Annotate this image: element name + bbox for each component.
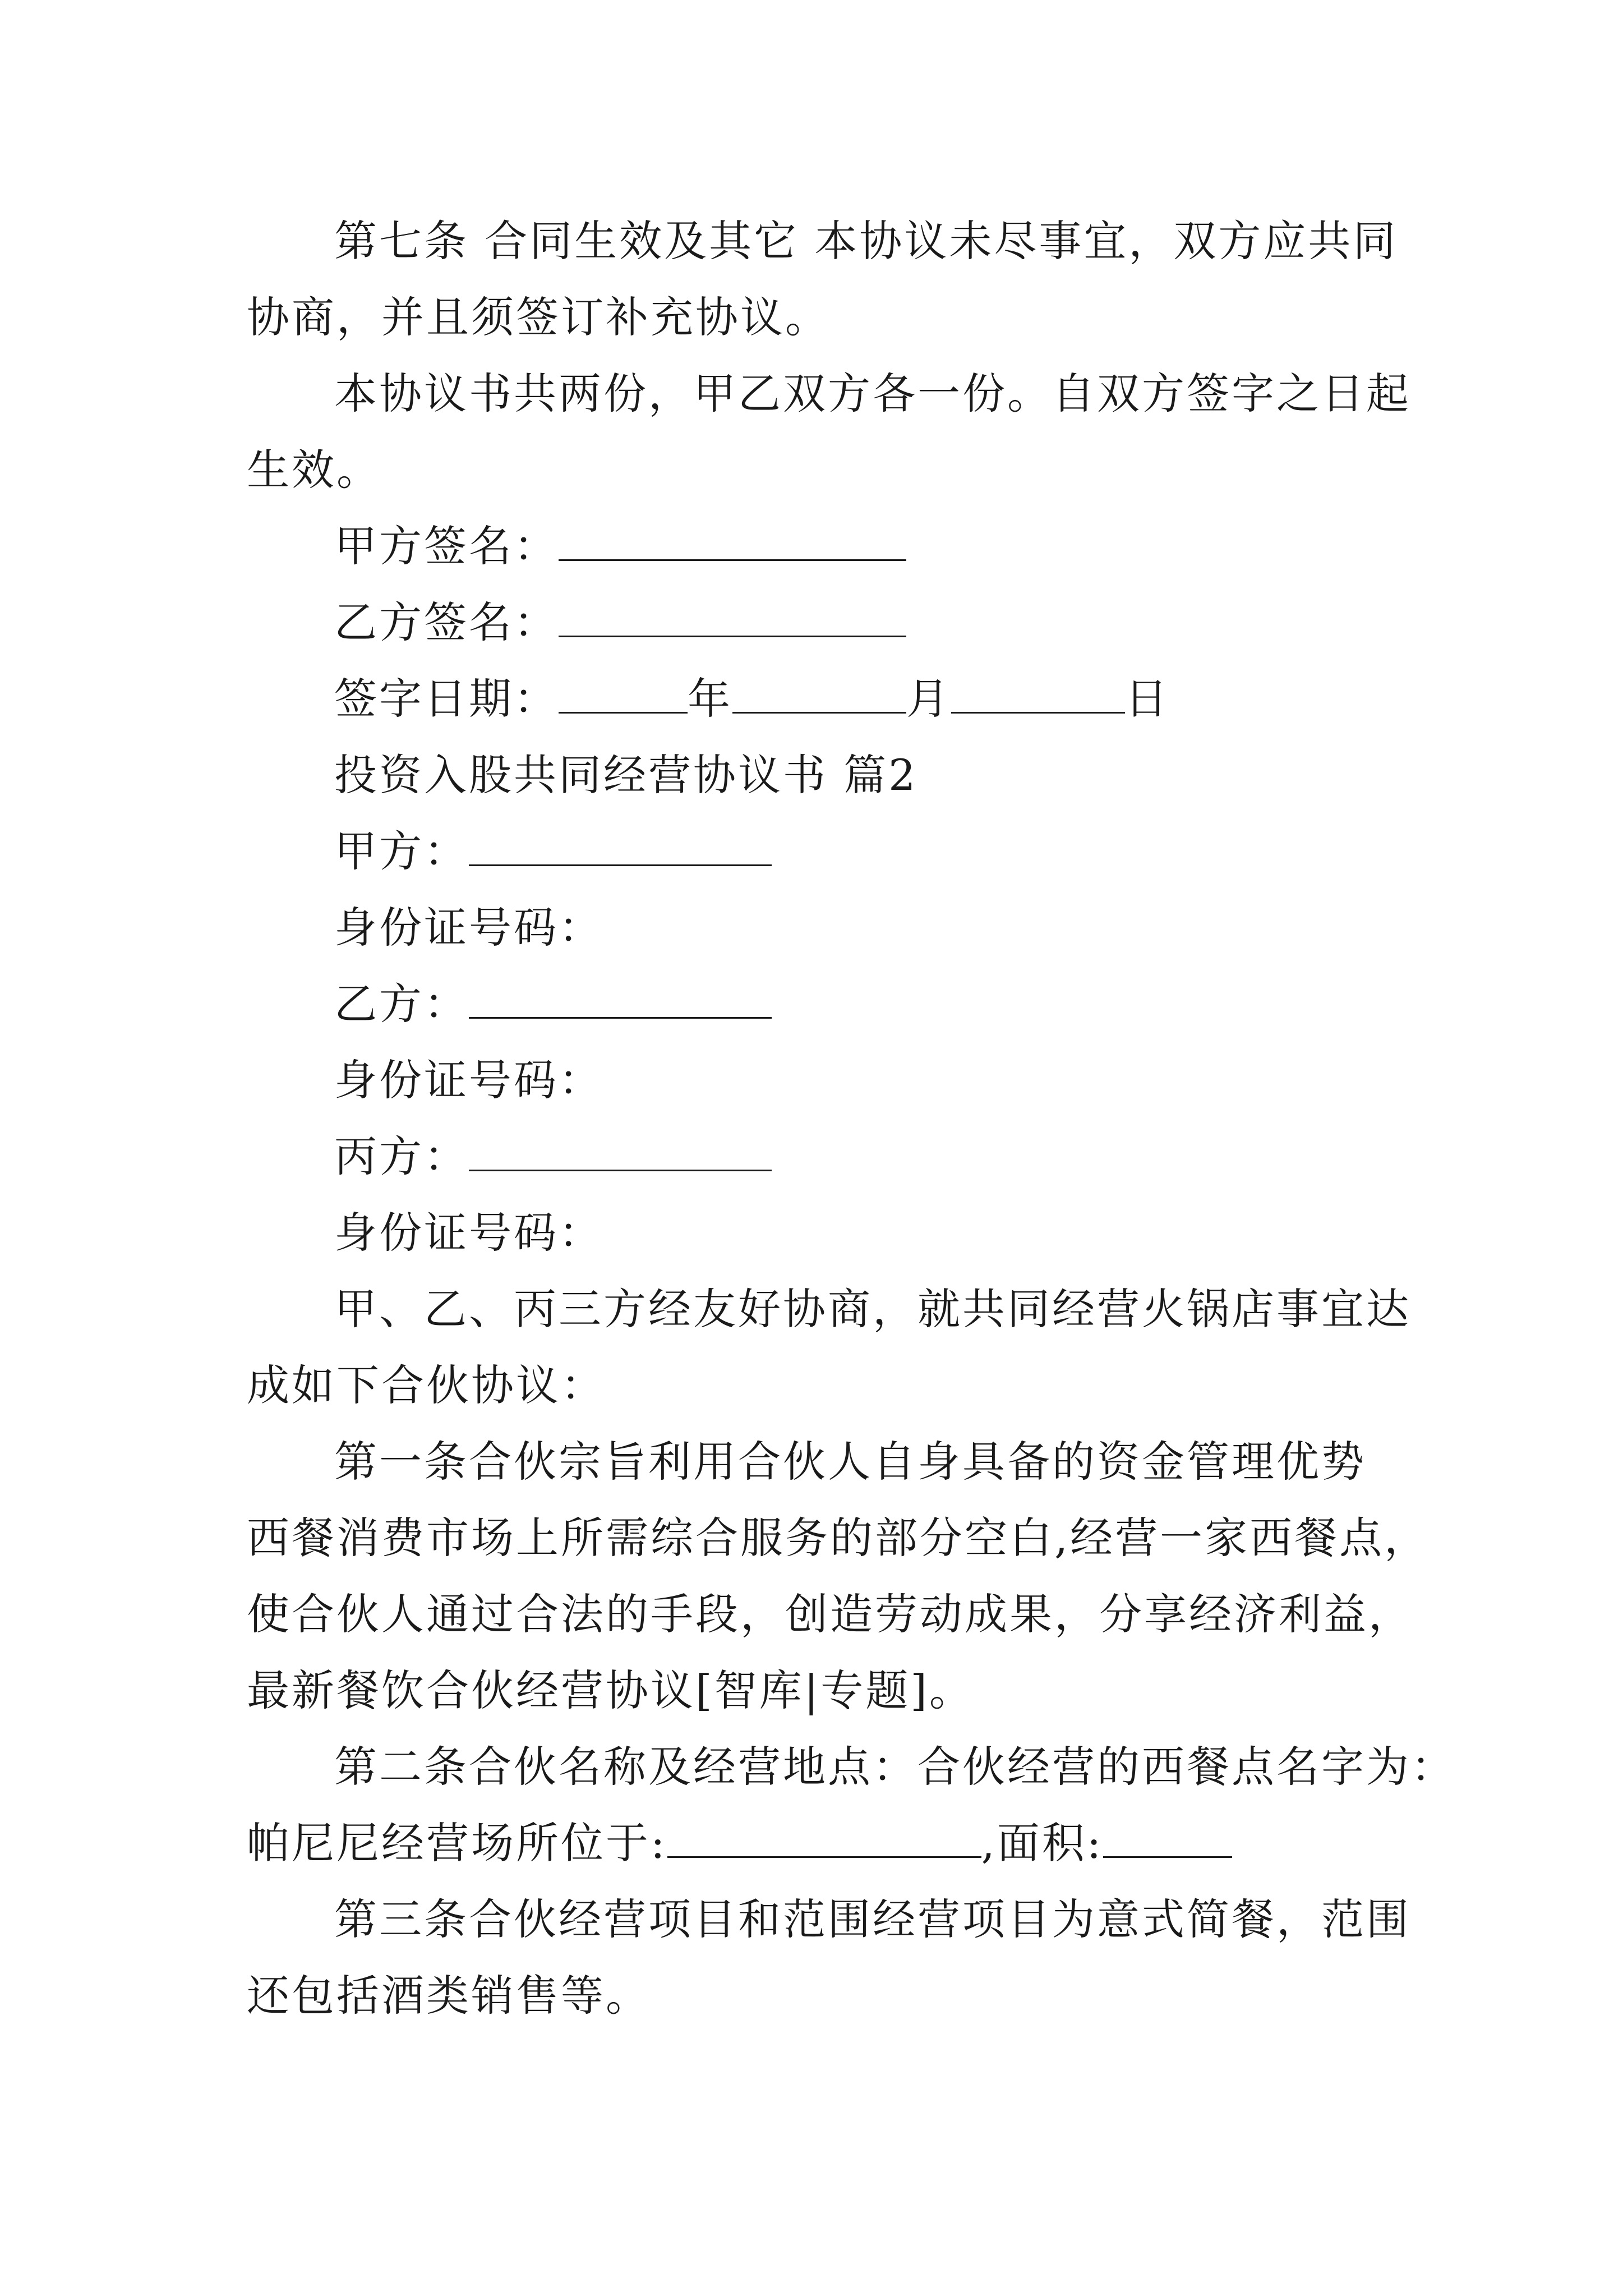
area-blank	[1103, 1821, 1232, 1858]
party-a-signature	[334, 519, 906, 573]
party-b-label: 乙方：	[334, 979, 469, 1029]
party-b-signature-label: 乙方签名：	[334, 597, 559, 647]
party-b-blank	[469, 982, 772, 1019]
party-a-blank	[469, 830, 772, 866]
party-b-signature	[334, 596, 906, 650]
article-3-line-1: 第三条合伙经营项目和范围经营项目为意式简餐，范围	[334, 1894, 1411, 1944]
clause-7-line-2: 协商，并且须签订补充协议。	[247, 292, 830, 342]
day-blank	[951, 677, 1125, 714]
party-c-blank	[469, 1135, 772, 1171]
party-c-field	[334, 1130, 772, 1184]
party-b-id-label: 身份证号码：	[334, 1055, 603, 1105]
year-label: 年	[688, 674, 732, 724]
article-2-line-2	[247, 1816, 1232, 1870]
location-blank	[667, 1821, 981, 1858]
month-label: 月	[906, 674, 951, 724]
section-title: 投资入股共同经营协议书 篇2	[334, 750, 918, 800]
location-label: 帕尼尼经营场所位于:	[247, 1818, 667, 1868]
article-3-line-2: 还包括酒类销售等。	[247, 1971, 651, 2021]
preamble-line-2: 成如下合伙协议：	[247, 1360, 606, 1410]
clause-7-line-1: 第七条 合同生效及其它 本协议未尽事宜，双方应共同	[334, 216, 1398, 266]
party-a-signature-blank	[559, 524, 906, 561]
signing-date	[334, 672, 1170, 726]
article-1-line-1: 第一条合伙宗旨利用合伙人自身具备的资金管理优势	[334, 1437, 1366, 1487]
article-1-line-4: 最新餐饮合伙经营协议[智库|专题]。	[247, 1665, 974, 1715]
article-1-line-2: 西餐消费市场上所需综合服务的部分空白,经营一家西餐点，	[247, 1513, 1430, 1563]
month-blank	[732, 677, 906, 714]
signing-date-label: 签字日期：	[334, 674, 559, 724]
area-label: ,面积:	[981, 1818, 1104, 1868]
party-a-id-label: 身份证号码：	[334, 903, 603, 953]
party-a-signature-label: 甲方签名：	[334, 521, 559, 571]
day-label: 日	[1125, 674, 1170, 724]
article-1-line-3: 使合伙人通过合法的手段，创造劳动成果，分享经济利益，	[247, 1589, 1413, 1639]
copies-line-2: 生效。	[247, 445, 381, 495]
party-b-signature-blank	[559, 601, 906, 637]
party-c-label: 丙方：	[334, 1131, 469, 1181]
party-a-label: 甲方：	[334, 826, 469, 876]
preamble-line-1: 甲、乙、丙三方经友好协商，就共同经营火锅店事宜达	[334, 1284, 1411, 1334]
party-b-field	[334, 977, 772, 1031]
party-c-id-label: 身份证号码：	[334, 1208, 603, 1258]
article-2-line-1: 第二条合伙名称及经营地点：合伙经营的西餐点名字为：	[334, 1742, 1456, 1792]
party-a-field	[334, 825, 772, 878]
copies-line-1: 本协议书共两份，甲乙双方各一份。自双方签字之日起	[334, 369, 1411, 418]
year-blank	[559, 677, 688, 714]
